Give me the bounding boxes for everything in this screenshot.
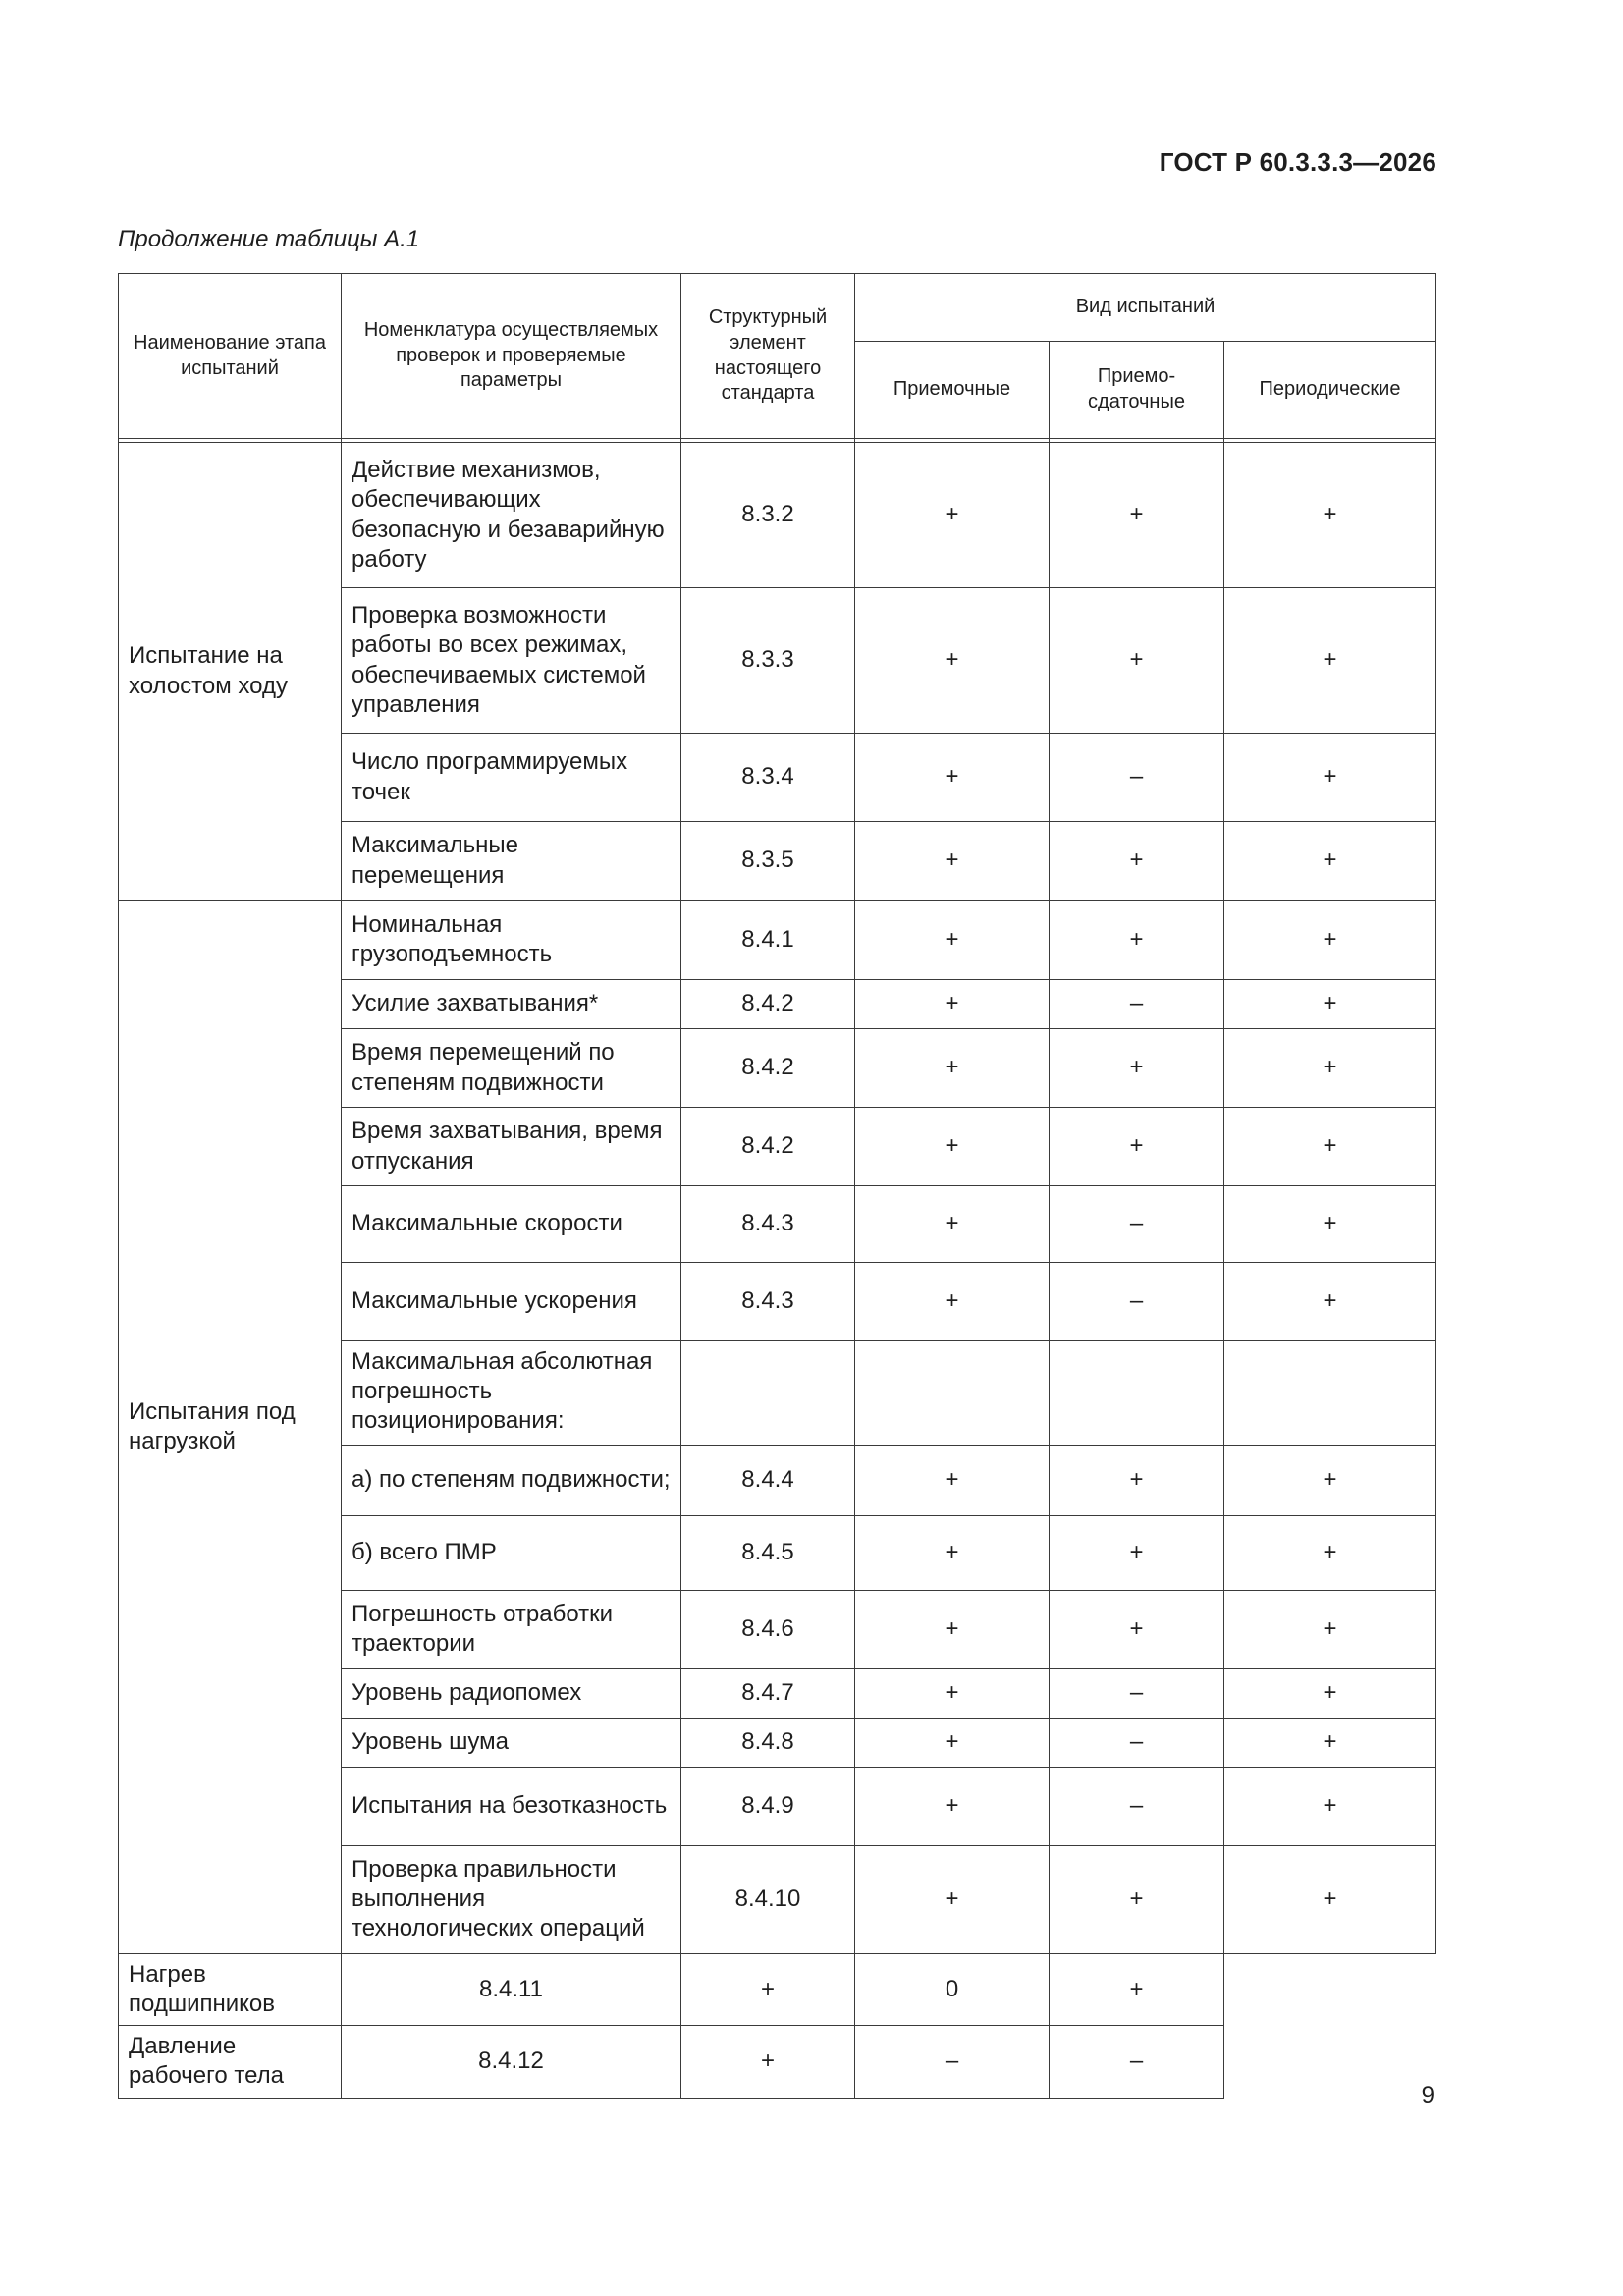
delivery-mark: +	[1050, 443, 1224, 588]
parameter-cell: Испытания на безотказность	[342, 1767, 681, 1845]
periodic-mark: +	[1050, 1953, 1224, 2025]
table-row	[119, 901, 1436, 980]
stage-cell: Испытания под нагрузкой	[119, 901, 342, 1954]
acceptance-mark-empty	[855, 1341, 1050, 1446]
positioning-title: Максимальная абсолютная погрешность позиционирования:	[352, 1348, 653, 1435]
acceptance-mark: +	[855, 980, 1050, 1029]
delivery-mark: –	[1050, 1668, 1224, 1718]
reference-cell: 8.4.2	[681, 1108, 855, 1186]
parameter-cell: Проверка правильности выполнения технологических операций	[342, 1845, 681, 1953]
reference-cell: 8.4.7	[681, 1668, 855, 1718]
reference-cell: 8.4.10	[681, 1845, 855, 1953]
periodic-mark: +	[1224, 1186, 1436, 1263]
periodic-mark: +	[1224, 901, 1436, 980]
delivery-mark-empty	[1050, 1341, 1224, 1446]
acceptance-mark: +	[855, 734, 1050, 822]
delivery-mark: +	[1050, 901, 1224, 980]
stage-cell: Испытание на холостом ходу	[119, 443, 342, 901]
parameter-cell: Уровень шума	[342, 1718, 681, 1767]
parameter-cell: Время захватывания, время отпускания	[342, 1108, 681, 1186]
periodic-mark: +	[1224, 1668, 1436, 1718]
reference-cell: 8.4.4	[681, 1445, 855, 1515]
reference-cell: 8.4.1	[681, 901, 855, 980]
delivery-mark: –	[855, 2026, 1050, 2098]
test-table	[118, 273, 1436, 2099]
periodic-mark: +	[1224, 1263, 1436, 1341]
parameter-cell: Давление рабочего тела	[119, 2026, 342, 2098]
parameter-cell: Погрешность отработки траектории	[342, 1590, 681, 1668]
acceptance-mark: +	[681, 1953, 855, 2025]
reference-cell: 8.4.6	[681, 1590, 855, 1668]
delivery-mark: +	[1050, 1108, 1224, 1186]
reference-cell: 8.3.2	[681, 443, 855, 588]
delivery-mark: +	[1050, 1845, 1224, 1953]
reference-cell: 8.3.5	[681, 822, 855, 901]
positioning-title-cell	[342, 1341, 681, 1446]
table-row	[119, 443, 1436, 588]
periodic-mark: +	[1224, 734, 1436, 822]
delivery-mark: –	[1050, 734, 1224, 822]
parameter-cell: Максимальные скорости	[342, 1186, 681, 1263]
reference-cell: 8.3.4	[681, 734, 855, 822]
reference-cell: 8.4.3	[681, 1263, 855, 1341]
parameter-cell: Максимальные ускорения	[342, 1263, 681, 1341]
column-header-parameters: Номенклатура осуществляемых проверок и проверяемые параметры	[342, 274, 681, 439]
reference-cell: 8.4.9	[681, 1767, 855, 1845]
periodic-mark: +	[1224, 980, 1436, 1029]
acceptance-mark: +	[855, 1108, 1050, 1186]
delivery-mark: –	[1050, 980, 1224, 1029]
acceptance-mark: +	[681, 2026, 855, 2098]
delivery-mark: +	[1050, 1590, 1224, 1668]
document-code: ГОСТ Р 60.3.3.3—2026	[1159, 147, 1436, 177]
acceptance-mark: +	[855, 1515, 1050, 1590]
acceptance-mark: +	[855, 1668, 1050, 1718]
reference-cell: 8.4.3	[681, 1186, 855, 1263]
parameter-cell: б) всего ПМР	[342, 1515, 681, 1590]
parameter-cell: Проверка возможности работы во всех режимах, обеспечиваемых системой управления	[342, 588, 681, 734]
table-header	[119, 274, 1436, 443]
acceptance-mark: +	[855, 822, 1050, 901]
acceptance-mark: +	[855, 1767, 1050, 1845]
periodic-mark: +	[1224, 443, 1436, 588]
table-row	[119, 1953, 1436, 2025]
periodic-mark: +	[1224, 1445, 1436, 1515]
periodic-mark: +	[1224, 822, 1436, 901]
delivery-mark: +	[1050, 1445, 1224, 1515]
table-caption: Продолжение таблицы А.1	[118, 226, 420, 252]
delivery-mark: +	[1050, 588, 1224, 734]
periodic-mark: +	[1224, 1767, 1436, 1845]
acceptance-mark: +	[855, 1845, 1050, 1953]
reference-cell: 8.4.2	[681, 1029, 855, 1108]
periodic-mark: +	[1224, 1845, 1436, 1953]
acceptance-mark: +	[855, 1263, 1050, 1341]
periodic-mark-empty	[1224, 1341, 1436, 1446]
periodic-mark: +	[1224, 1108, 1436, 1186]
column-header-periodic: Периодические	[1224, 342, 1436, 439]
column-header-element: Структурный элемент настоящего стандарта	[681, 274, 855, 439]
column-header-acceptance: Приемочные	[855, 342, 1050, 439]
periodic-mark: +	[1224, 1515, 1436, 1590]
parameter-cell: Действие механизмов, обеспечивающих безопасную и безаварийную работу	[342, 443, 681, 588]
delivery-mark: +	[1050, 822, 1224, 901]
reference-cell: 8.3.3	[681, 588, 855, 734]
acceptance-mark: +	[855, 901, 1050, 980]
parameter-cell: Усилие захватывания*	[342, 980, 681, 1029]
acceptance-mark: +	[855, 588, 1050, 734]
acceptance-mark: +	[855, 1718, 1050, 1767]
periodic-mark: +	[1224, 1029, 1436, 1108]
reference-cell: 8.4.11	[342, 1953, 681, 2025]
page-number: 9	[1421, 2082, 1434, 2108]
delivery-mark: –	[1050, 1767, 1224, 1845]
column-header-acceptance-delivery: Приемо-сдаточные	[1050, 342, 1224, 439]
periodic-mark: +	[1224, 1718, 1436, 1767]
reference-cell: 8.4.8	[681, 1718, 855, 1767]
delivery-mark: –	[1050, 1186, 1224, 1263]
delivery-mark: –	[1050, 1718, 1224, 1767]
parameter-cell: Уровень радиопомех	[342, 1668, 681, 1718]
parameter-cell: Время перемещений по степеням подвижности	[342, 1029, 681, 1108]
parameter-cell: Номинальная грузоподъемность	[342, 901, 681, 980]
reference-cell-empty	[681, 1341, 855, 1446]
periodic-mark: +	[1224, 1590, 1436, 1668]
acceptance-mark: +	[855, 1186, 1050, 1263]
acceptance-mark: +	[855, 443, 1050, 588]
table-body	[119, 443, 1436, 2099]
table-row	[119, 2026, 1436, 2098]
reference-cell: 8.4.2	[681, 980, 855, 1029]
parameter-cell: а) по степеням подвижности;	[342, 1445, 681, 1515]
parameter-cell: Нагрев подшипников	[119, 1953, 342, 2025]
acceptance-mark: +	[855, 1445, 1050, 1515]
column-header-stage: Наименование этапа испытаний	[119, 274, 342, 439]
delivery-mark: 0	[855, 1953, 1050, 2025]
acceptance-mark: +	[855, 1029, 1050, 1108]
reference-cell: 8.4.12	[342, 2026, 681, 2098]
periodic-mark: +	[1224, 588, 1436, 734]
acceptance-mark: +	[855, 1590, 1050, 1668]
delivery-mark: +	[1050, 1029, 1224, 1108]
parameter-cell: Число программируемых точек	[342, 734, 681, 822]
periodic-mark: –	[1050, 2026, 1224, 2098]
reference-cell: 8.4.5	[681, 1515, 855, 1590]
delivery-mark: +	[1050, 1515, 1224, 1590]
parameter-cell: Максимальные перемещения	[342, 822, 681, 901]
column-header-test-type: Вид испытаний	[855, 274, 1436, 342]
delivery-mark: –	[1050, 1263, 1224, 1341]
